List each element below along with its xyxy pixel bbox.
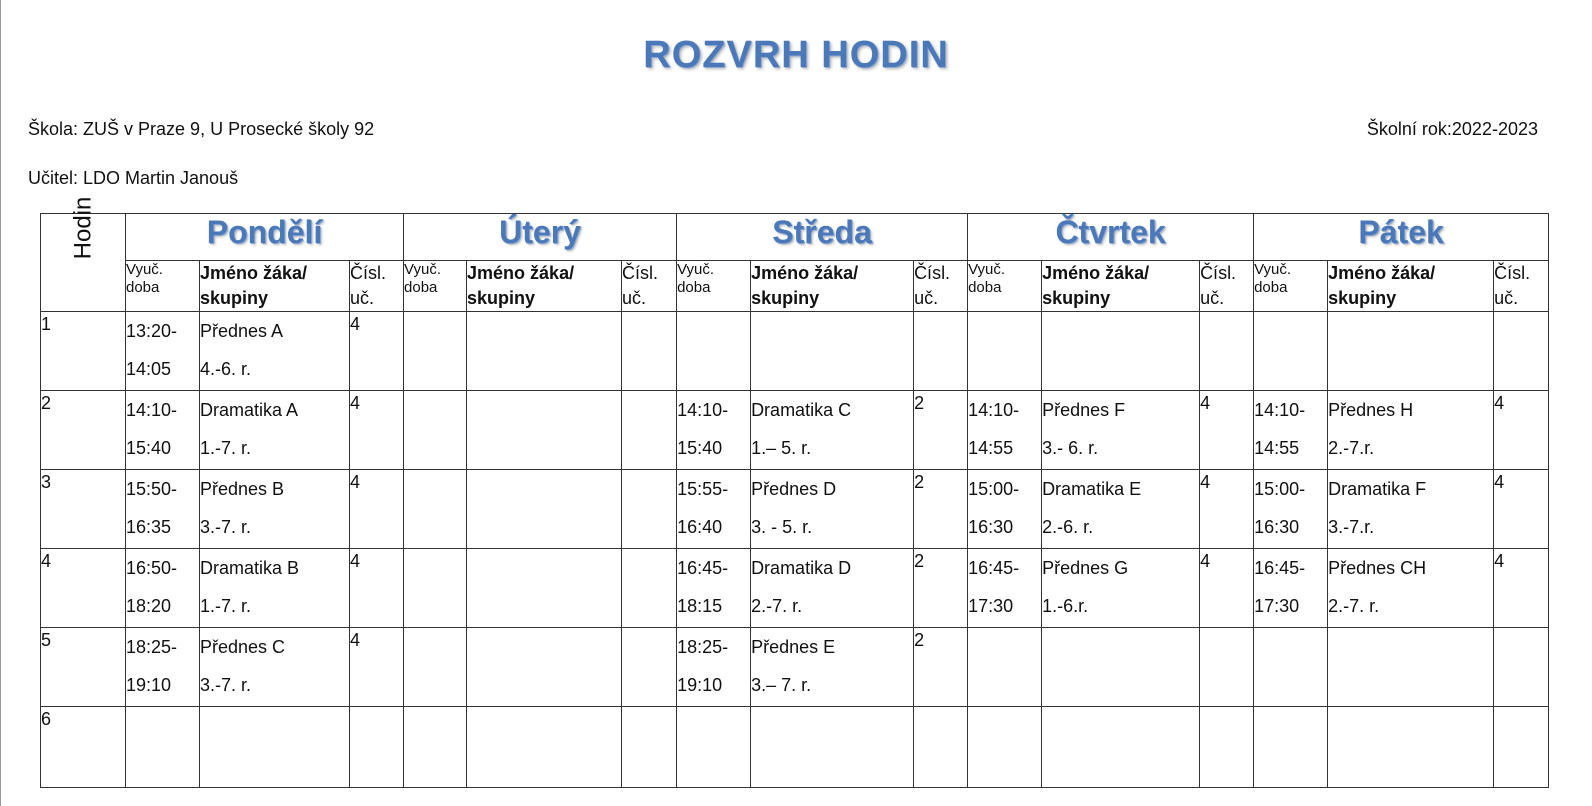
lesson-count: 4 [1200,391,1254,470]
hour-column-header [41,196,126,312]
lesson-time [126,312,200,391]
lesson-time [677,549,751,628]
line-1: Jméno žáka/ [467,263,575,283]
table-row [41,707,1549,788]
lesson-name [751,470,914,549]
line-1: 14:10- [677,400,729,420]
count-subheader [1494,261,1549,312]
line-1: 14:10- [126,400,178,420]
lesson-name [751,391,914,470]
hour-number: 5 [41,628,126,707]
line-1: Čísl. [914,263,951,283]
hour-number: 2 [41,391,126,470]
lesson-time [968,707,1042,788]
line-2: 2.-7.r. [1328,438,1375,458]
lesson-count [622,549,677,628]
line-1: Čísl. [1200,263,1237,283]
lesson-name [1042,391,1200,470]
lesson-time [404,470,467,549]
line-2: 2.-6. r. [1042,517,1094,537]
hour-number: 6 [41,707,126,788]
line-2: 19:10 [677,675,723,695]
line-2: 16:30 [968,517,1014,537]
line-1: Vyuč. [126,261,163,278]
line-2: doba [1254,279,1288,296]
line-2: 14:05 [126,359,172,379]
lesson-count [622,628,677,707]
line-2: uč. [1494,288,1519,308]
page-left-border [0,0,1,806]
time-subheader [677,261,751,312]
lesson-count [914,707,968,788]
count-subheader [914,261,968,312]
lesson-count: 2 [914,549,968,628]
line-1: Jméno žáka/ [1042,263,1150,283]
line-2: doba [968,279,1002,296]
line-1: Přednes H [1328,400,1414,420]
line-2: 16:35 [126,517,172,537]
line-1: Vyuč. [404,261,441,278]
lesson-count [622,470,677,549]
count-subheader [1200,261,1254,312]
line-1: 14:10- [968,400,1020,420]
line-2: skupiny [1042,288,1111,308]
lesson-name [200,312,350,391]
lesson-time [677,707,751,788]
line-2: doba [126,279,160,296]
line-2: skupiny [1328,288,1397,308]
lesson-name [1042,312,1200,391]
lesson-name [1042,628,1200,707]
line-1: 16:50- [126,558,178,578]
line-1: Čísl. [350,263,386,283]
lesson-count [1200,707,1254,788]
lesson-time [677,628,751,707]
line-2: skupiny [200,288,269,308]
lesson-time [968,628,1042,707]
line-1: Čísl. [1494,263,1531,283]
lesson-name [200,628,350,707]
lesson-name [1328,549,1494,628]
line-2: doba [404,279,438,296]
line-2: 3.- 6. r. [1042,438,1099,458]
lesson-name [200,549,350,628]
line-1: Dramatika C [751,400,852,420]
line-1: Dramatika B [200,558,300,578]
table-row [41,312,1549,391]
line-2: 1.-7. r. [200,596,252,616]
lesson-name [1328,707,1494,788]
line-1: Přednes C [200,637,286,657]
lesson-count: 4 [1200,470,1254,549]
hour-header-label: Hodin [69,196,96,260]
lesson-time [126,391,200,470]
lesson-name [467,628,622,707]
line-2: skupiny [467,288,536,308]
line-2: uč. [1200,288,1225,308]
lesson-count [1200,312,1254,391]
line-2: 17:30 [1254,596,1300,616]
time-subheader [968,261,1042,312]
line-2: 3. - 5. r. [751,517,813,537]
lesson-count [1494,707,1549,788]
time-subheader [404,261,467,312]
lesson-name [1042,549,1200,628]
line-1: Jméno žáka/ [751,263,859,283]
page-title: ROZVRH HODIN [643,34,949,76]
line-1: Čísl. [622,263,659,283]
sub-header-row [41,261,1549,312]
table-row [41,470,1549,549]
lesson-count [914,312,968,391]
count-subheader [350,261,404,312]
line-1: Vyuč. [677,261,715,278]
line-1: 16:45- [677,558,729,578]
lesson-name [751,628,914,707]
lesson-name [1042,470,1200,549]
table-row [41,549,1549,628]
line-1: 15:50- [126,479,178,499]
lesson-count: 4 [1494,470,1549,549]
lesson-time [404,707,467,788]
day-header: Čtvrtek [968,214,1254,261]
lesson-count [622,312,677,391]
line-1: Vyuč. [968,261,1006,278]
line-2: uč. [622,288,647,308]
line-2: 14:55 [968,438,1014,458]
line-2: 3.-7. r. [200,517,252,537]
time-subheader [126,261,200,312]
day-header: Pondělí [126,214,404,261]
teacher-info: Učitel: LDO Martin Janouš [28,168,239,188]
line-2: 3.-7.r. [1328,517,1375,537]
lesson-time [1254,391,1328,470]
line-1: Jméno žáka/ [200,263,308,283]
line-2: 15:40 [677,438,723,458]
line-2: 1.– 5. r. [751,438,812,458]
lesson-name [467,470,622,549]
line-2: 1.-7. r. [200,438,252,458]
lesson-count: 4 [350,470,404,549]
line-1: Přednes B [200,479,285,499]
lesson-name [751,549,914,628]
line-1: Dramatika A [200,400,299,420]
line-1: Přednes G [1042,558,1129,578]
line-2: uč. [350,288,375,308]
line-2: 19:10 [126,675,172,695]
lesson-count: 2 [914,470,968,549]
lesson-time [677,391,751,470]
lesson-count: 2 [914,628,968,707]
name-subheader [1042,261,1200,312]
day-header-row [41,214,1549,261]
school-info: Škola: ZUŠ v Praze 9, U Prosecké školy 92 [28,119,375,139]
line-2: 4.-6. r. [200,359,252,379]
lesson-name [1328,470,1494,549]
lesson-count: 4 [1494,391,1549,470]
line-2: 18:20 [126,596,172,616]
lesson-time [126,549,200,628]
lesson-count [622,707,677,788]
day-header: Středa [677,214,968,261]
lesson-count [622,391,677,470]
lesson-time [404,312,467,391]
name-subheader [467,261,622,312]
lesson-name [751,707,914,788]
line-2: 3.– 7. r. [751,675,812,695]
lesson-name [1328,312,1494,391]
school-year: Školní rok:2022-2023 [1366,119,1538,139]
lesson-time [1254,707,1328,788]
lesson-count: 4 [350,312,404,391]
lesson-count: 2 [914,391,968,470]
time-subheader [1254,261,1328,312]
lesson-name [751,312,914,391]
lesson-count [1200,628,1254,707]
lesson-count: 4 [1200,549,1254,628]
line-1: 18:25- [677,637,729,657]
lesson-time [968,312,1042,391]
line-1: Jméno žáka/ [1328,263,1436,283]
line-1: Přednes E [751,637,836,657]
lesson-time [404,628,467,707]
line-2: 2.-7. r. [1328,596,1380,616]
line-2: 3.-7. r. [200,675,252,695]
line-2: 16:30 [1254,517,1300,537]
name-subheader [751,261,914,312]
lesson-time [126,628,200,707]
hour-number: 4 [41,549,126,628]
hour-number: 1 [41,312,126,391]
lesson-time [677,312,751,391]
line-1: 14:10- [1254,400,1306,420]
lesson-count: 4 [1494,549,1549,628]
lesson-name [467,391,622,470]
line-1: Přednes D [751,479,837,499]
line-1: 16:45- [1254,558,1306,578]
line-1: 13:20- [126,321,178,341]
lesson-time [1254,628,1328,707]
lesson-time [968,470,1042,549]
line-1: Dramatika E [1042,479,1142,499]
line-1: 15:00- [1254,479,1306,499]
lesson-count: 4 [350,391,404,470]
lesson-time [1254,549,1328,628]
line-2: skupiny [751,288,820,308]
count-subheader [622,261,677,312]
name-subheader [1328,261,1494,312]
lesson-time [126,707,200,788]
day-header: Úterý [404,214,677,261]
lesson-name [200,470,350,549]
line-1: 15:00- [968,479,1020,499]
lesson-name [1328,628,1494,707]
line-1: 18:25- [126,637,178,657]
lesson-time [677,470,751,549]
lesson-count [350,707,404,788]
line-2: 14:55 [1254,438,1300,458]
lesson-count: 4 [350,628,404,707]
lesson-name [1042,707,1200,788]
line-2: 15:40 [126,438,172,458]
lesson-time [968,549,1042,628]
table-row [41,391,1549,470]
line-2: 18:15 [677,596,723,616]
name-subheader [200,261,350,312]
day-header: Pátek [1254,214,1549,261]
lesson-count [1494,628,1549,707]
line-1: Přednes CH [1328,558,1427,578]
lesson-name [200,707,350,788]
lesson-count [1494,312,1549,391]
lesson-name [1328,391,1494,470]
line-1: Přednes F [1042,400,1126,420]
line-2: uč. [914,288,939,308]
line-1: Dramatika F [1328,479,1427,499]
lesson-name [467,312,622,391]
lesson-name [467,549,622,628]
line-1: Vyuč. [1254,261,1292,278]
lesson-count: 4 [350,549,404,628]
hour-number: 3 [41,470,126,549]
lesson-time [126,470,200,549]
line-1: Přednes A [200,321,284,341]
line-2: 16:40 [677,517,723,537]
lesson-name [467,707,622,788]
line-2: 1.-6.r. [1042,596,1089,616]
line-2: 17:30 [968,596,1014,616]
lesson-time [404,391,467,470]
timetable [40,196,1549,788]
lesson-time [968,391,1042,470]
table-row [41,628,1549,707]
lesson-time [1254,470,1328,549]
lesson-time [1254,312,1328,391]
line-1: 15:55- [677,479,729,499]
lesson-time [404,549,467,628]
lesson-name [200,391,350,470]
line-2: 2.-7. r. [751,596,803,616]
line-2: doba [677,279,711,296]
line-1: 16:45- [968,558,1020,578]
line-1: Dramatika D [751,558,852,578]
